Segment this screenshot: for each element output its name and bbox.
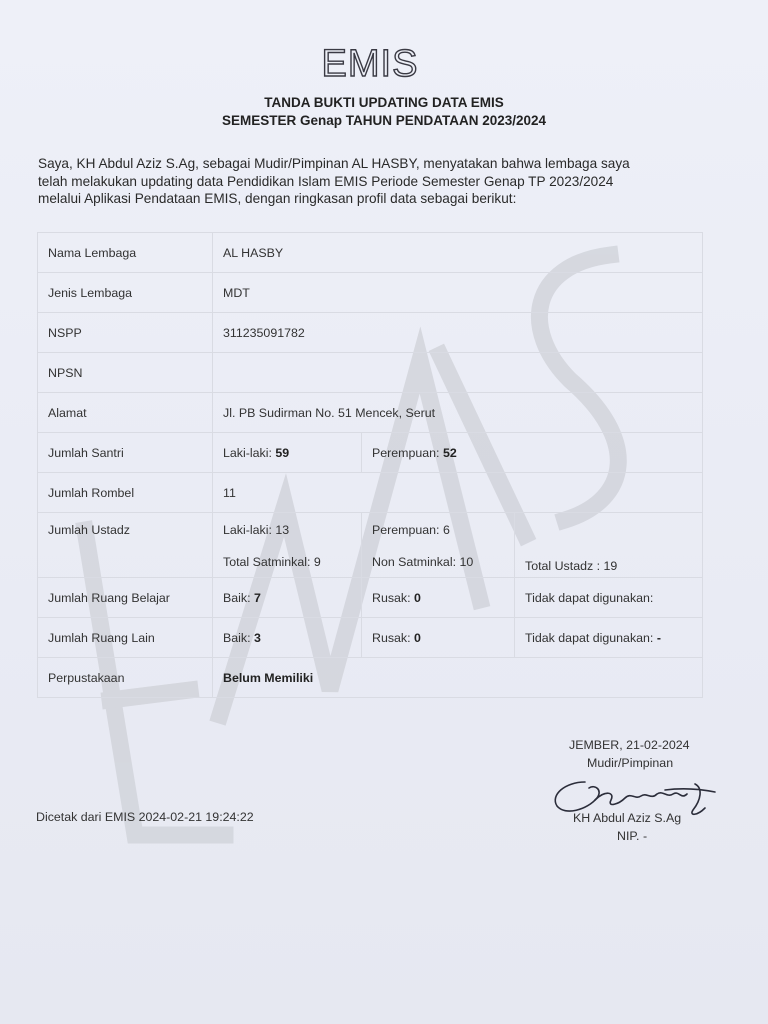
ustadz-counts-2: Perempuan: 6 Non Satminkal: 10 [362, 513, 515, 578]
ruang-lain-rusak: Rusak: 0 [362, 618, 515, 658]
table-row [38, 233, 703, 273]
document-title: TANDA BUKTI UPDATING DATA EMIS [264, 95, 504, 110]
row-value: Jl. PB Sudirman No. 51 Mencek, Serut [213, 393, 703, 433]
row-value [213, 353, 703, 393]
row-label: Perpustakaan [38, 658, 213, 698]
signature-role: Mudir/Pimpinan [587, 756, 674, 770]
row-label: NPSN [38, 353, 213, 393]
table-row [38, 513, 703, 578]
santri-perempuan: Perempuan: 52 [362, 433, 703, 473]
ruang-belajar-baik: Baik: 7 [213, 578, 362, 618]
row-value: 11 [213, 473, 703, 513]
ruang-lain-tidak: Tidak dapat digunakan: - [515, 618, 703, 658]
row-value: Belum Memiliki [213, 658, 703, 698]
document-subtitle: SEMESTER Genap TAHUN PENDATAAN 2023/2024 [221, 113, 547, 128]
row-label: Jumlah Rombel [38, 473, 213, 513]
row-value: 311235091782 [213, 313, 703, 353]
row-label: Alamat [38, 393, 213, 433]
printed-timestamp: Dicetak dari EMIS 2024-02-21 19:24:22 [36, 810, 254, 824]
table-row [38, 578, 703, 618]
row-label: NSPP [38, 313, 213, 353]
row-value: AL HASBY [213, 233, 703, 273]
ustadz-total: Total Ustadz : 19 [515, 513, 703, 578]
signature-nip: NIP. - [617, 829, 648, 843]
emis-logo [0, 38, 768, 88]
row-label: Jenis Lembaga [38, 273, 213, 313]
table-row [38, 313, 703, 353]
intro-line: melalui Aplikasi Pendataan EMIS, dengan ringkasan profil data sebagai berikut: [38, 191, 517, 206]
table-row [38, 658, 703, 698]
table-row [38, 273, 703, 313]
santri-perempuan-value: 52 [442, 445, 457, 460]
row-label: Nama Lembaga [38, 233, 213, 273]
table-row [38, 353, 703, 393]
row-label: Jumlah Ruang Belajar [38, 578, 213, 618]
ruang-lain-baik: Baik: 3 [213, 618, 362, 658]
row-value: MDT [213, 273, 703, 313]
intro-line: Saya, KH Abdul Aziz S.Ag, sebagai Mudir/Pimpinan AL HASBY, menyatakan bahwa lembaga saya [38, 156, 630, 171]
profile-table [37, 232, 703, 698]
row-label: Jumlah Ustadz [38, 513, 213, 578]
santri-laki: Laki-laki: 59 [213, 433, 362, 473]
ustadz-counts: Laki-laki: 13 Total Satminkal: 9 [213, 513, 362, 578]
logo-text: EMIS [321, 43, 419, 85]
intro-line: telah melakukan updating data Pendidikan Islam EMIS Periode Semester Genap TP 2023/2024 [38, 173, 614, 189]
table-row [38, 433, 703, 473]
table-row [38, 618, 703, 658]
santri-laki-value: 59 [275, 445, 290, 460]
signature-place-date: JEMBER, 21-02-2024 [569, 738, 690, 752]
ruang-belajar-tidak: Tidak dapat digunakan: [515, 578, 703, 618]
ruang-belajar-rusak: Rusak: 0 [362, 578, 515, 618]
intro-paragraph [38, 155, 708, 208]
table-row [38, 393, 703, 433]
table-row [38, 473, 703, 513]
signature-name: KH Abdul Aziz S.Ag [573, 811, 682, 825]
row-label: Jumlah Santri [38, 433, 213, 473]
row-label: Jumlah Ruang Lain [38, 618, 213, 658]
